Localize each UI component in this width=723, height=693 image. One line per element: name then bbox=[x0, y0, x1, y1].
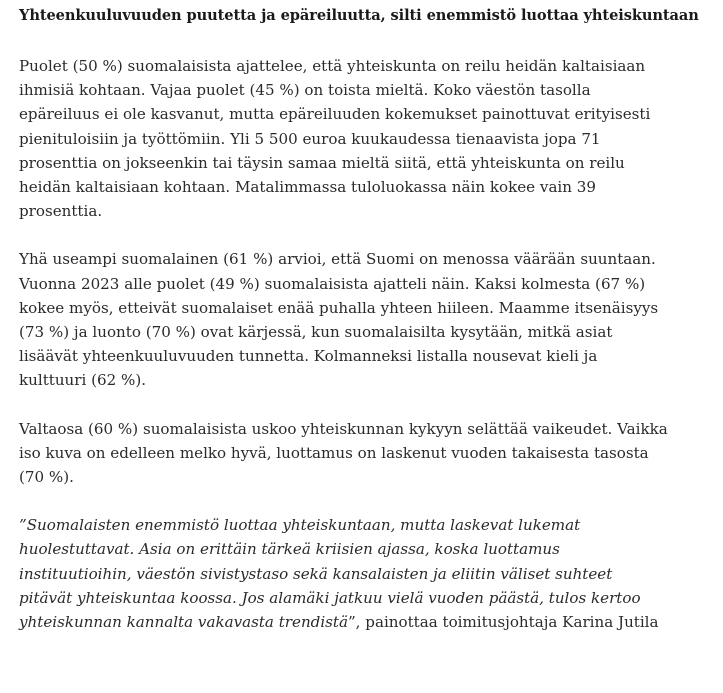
text-line: Yhä useampi suomalainen (61 %) arvioi, että Suomi on menossa väärään suuntaan. bbox=[19, 250, 656, 269]
text-line: (70 %). bbox=[19, 468, 74, 487]
quote-attribution: ”, painottaa toimitusjohtaja Karina Jutila bbox=[347, 613, 659, 632]
text-line: kokee myös, etteivät suomalaiset enää puhalla yhteen hiileen. Maamme itsenäisyys bbox=[19, 298, 659, 317]
article-title: Yhteenkuuluvuuden puutetta ja epäreiluutta, silti enemmistö luottaa yhteiskuntaan bbox=[19, 7, 699, 24]
article bbox=[19, 0, 719, 634]
text-line: (73 %) ja luonto (70 %) ovat kärjessä, kun suomalaisilta kysytään, mitkä asiat bbox=[19, 323, 613, 342]
paragraph-fairness bbox=[19, 54, 719, 223]
paragraph-quote bbox=[19, 513, 719, 634]
paragraph-resilience bbox=[19, 417, 719, 490]
text-line: prosenttia on jokseenkin tai täysin samaa mieltä siitä, että yhteiskunta on reilu bbox=[19, 153, 625, 172]
text-line: pienituloisiin ja työttömiin. Yli 5 500 euroa kuukaudessa tienaavista jopa 71 bbox=[19, 129, 601, 148]
text-line: Puolet (50 %) suomalaisista ajattelee, että yhteiskunta on reilu heidän kaltaisiaan bbox=[19, 57, 646, 75]
text-line: Valtaosa (60 %) suomalaisista uskoo yhteiskunnan kykyyn selättää vaikeudet. Vaikka bbox=[19, 419, 668, 438]
quote-line: huolestuttavat. Asia on erittäin tärkeä kriisien ajassa, koska luottamus bbox=[19, 540, 560, 559]
quote-line: instituutioihin, väestön sivistystaso sekä kansalaisten ja eliitin väliset suhteet bbox=[19, 564, 613, 583]
quote-line: pitävät yhteiskuntaa koossa. Jos alamäki jatkuu vielä vuoden päästä, tulos kertoo bbox=[19, 588, 641, 607]
text-line: prosenttia. bbox=[19, 202, 103, 221]
paragraph-direction bbox=[19, 247, 719, 392]
text-line: Vuonna 2023 alle puolet (49 %) suomalaisista ajatteli näin. Kaksi kolmesta (67 %) bbox=[19, 274, 646, 293]
text-line: kulttuuri (62 %). bbox=[19, 371, 147, 390]
quote-line-end: yhteiskunnan kannalta vakavasta trendistä bbox=[19, 613, 348, 632]
text-line: lisäävät yhteenkuuluvuuden tunnetta. Kolmanneksi listalla nousevat kieli ja bbox=[19, 347, 598, 366]
text-line: iso kuva on edelleen melko hyvä, luottamus on laskenut vuoden takaisesta tasosta bbox=[19, 443, 649, 462]
quote-line: ”Suomalaisten enemmistö luottaa yhteiskuntaan, mutta laskevat lukemat bbox=[19, 516, 581, 535]
quote-attribution-line bbox=[19, 610, 719, 634]
text-line: heidän kaltaisiaan kohtaan. Matalimmassa tuloluokassa näin kokee vain 39 bbox=[19, 178, 596, 197]
text-line: epäreiluus ei ole kasvanut, mutta epäreiluuden kokemukset painottuvat erityisesti bbox=[19, 105, 651, 124]
text-line: ihmisiä kohtaan. Vajaa puolet (45 %) on toista mieltä. Koko väestön tasolla bbox=[19, 81, 591, 100]
